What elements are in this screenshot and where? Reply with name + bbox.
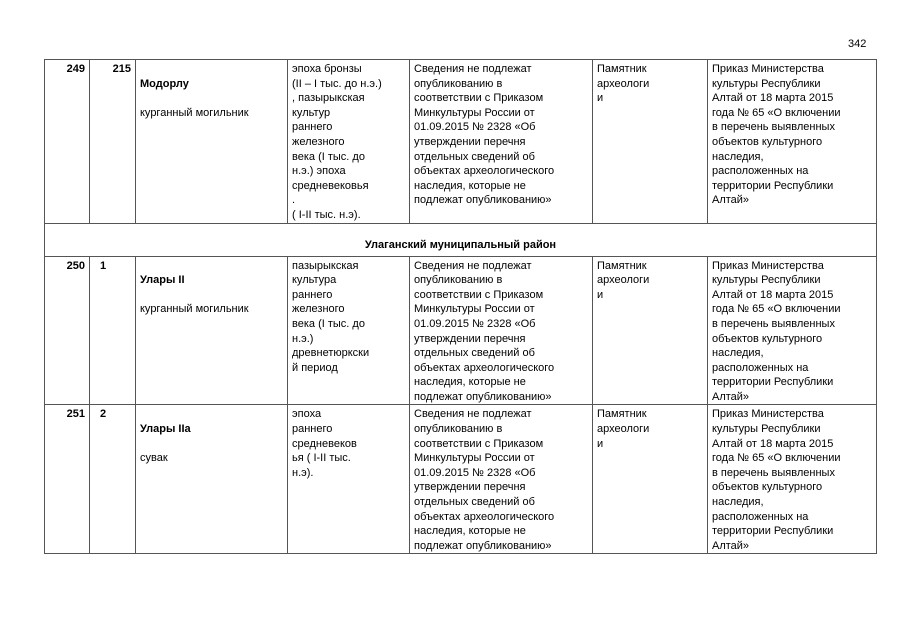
category-cell: Памятник археологи и: [593, 60, 708, 224]
dating-cell: пазырыкская культура раннего железного века (I тыс. до н.э.) древнетюркски й период: [288, 256, 410, 405]
object-cell: [136, 405, 288, 554]
object-cell: [136, 256, 288, 405]
object-name: Улары IIа: [140, 423, 191, 436]
document-cell: Приказ Министерства культуры Республики Алтай от 18 марта 2015 года № 65 «О включении в перечень выявленных объектов культурного наследия, расположенных на территории Республики Алтай»: [708, 60, 877, 224]
table-row: [45, 405, 877, 554]
object-type: сувак: [140, 452, 168, 465]
location-cell: Сведения не подлежат опубликованию в соответствии с Приказом Минкультуры России от 01.09.2015 № 2328 «Об утверждении перечня отдельных сведений об объектах археологического наследия, которые не подлежат опубликованию»: [410, 60, 593, 224]
local-number: 215: [90, 60, 136, 224]
local-number: 1: [90, 256, 136, 405]
location-cell: Сведения не подлежат опубликованию в соответствии с Приказом Минкультуры России от 01.09.2015 № 2328 «Об утверждении перечня отдельных сведений об объектах археологического наследия, которые не подлежат опубликованию»: [410, 405, 593, 554]
district-header: [45, 223, 877, 256]
row-number: 250: [45, 256, 90, 405]
category-cell: Памятник археологи и: [593, 256, 708, 405]
object-name: Модорлу: [140, 77, 189, 90]
object-type: курганный могильник: [140, 106, 249, 119]
row-number: 251: [45, 405, 90, 554]
table-row: [45, 60, 877, 224]
location-cell: Сведения не подлежат опубликованию в соответствии с Приказом Минкультуры России от 01.09.2015 № 2328 «Об утверждении перечня отдельных сведений об объектах археологического наследия, которые не подлежат опубликованию»: [410, 256, 593, 405]
object-type: курганный могильник: [140, 303, 249, 316]
dating-cell: эпоха бронзы (II – I тыс. до н.э.) , пазырыкская культур раннего железного века (I тыс. до н.э.) эпоха средневековья . ( I-II тыс. н.э).: [288, 60, 410, 224]
document-cell: Приказ Министерства культуры Республики Алтай от 18 марта 2015 года № 65 «О включении в перечень выявленных объектов культурного наследия, расположенных на территории Республики Алтай»: [708, 256, 877, 405]
heritage-registry-table: [44, 59, 877, 554]
district-name: Улаганский муниципальный район: [364, 239, 557, 252]
object-cell: [136, 60, 288, 224]
page-number: 342: [848, 38, 867, 50]
document-cell: Приказ Министерства культуры Республики Алтай от 18 марта 2015 года № 65 «О включении в перечень выявленных объектов культурного наследия, расположенных на территории Республики Алтай»: [708, 405, 877, 554]
object-name: Улары II: [140, 274, 185, 287]
category-cell: Памятник археологи и: [593, 405, 708, 554]
row-number: 249: [45, 60, 90, 224]
dating-cell: эпоха раннего средневеков ья ( I-II тыс. н.э).: [288, 405, 410, 554]
district-header-row: [45, 223, 877, 256]
table-row: [45, 256, 877, 405]
local-number: 2: [90, 405, 136, 554]
